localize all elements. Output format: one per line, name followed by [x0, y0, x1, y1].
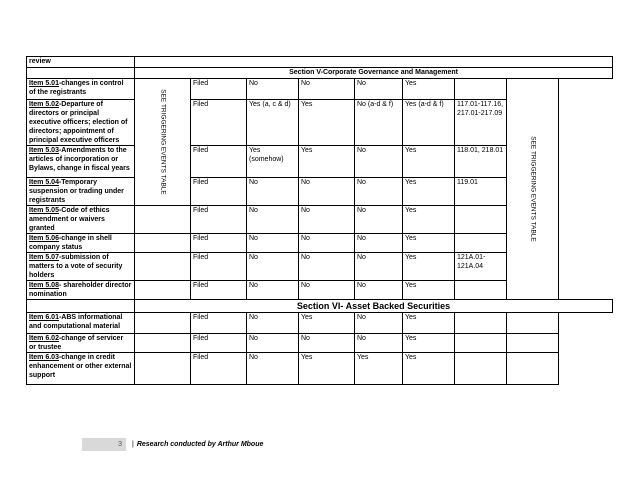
item-description: -submission of matters to a vote of security holders [29, 254, 123, 279]
blank-cell [27, 300, 135, 313]
table-cell: No (a-d & f) [355, 100, 403, 146]
item-cell [27, 206, 135, 234]
table-cell: Yes [403, 234, 455, 253]
table-cell [455, 353, 507, 385]
item-cell [27, 281, 135, 300]
item-cell [27, 313, 135, 334]
table-cell: Filed [191, 253, 247, 281]
table-cell: Yes (a, c & d) [247, 100, 299, 146]
item-cell [27, 334, 135, 353]
blank-cell [507, 313, 559, 334]
table-cell: No [299, 234, 355, 253]
table-cell: No [247, 313, 299, 334]
table-cell: 118.01, 218.01 [455, 146, 507, 178]
item-number: Item 6.03 [29, 354, 59, 361]
item-description: - shareholder director nomination [29, 282, 132, 298]
table-cell: Filed [191, 206, 247, 234]
item-number: Item 5.08 [29, 282, 59, 289]
table-cell: Yes [299, 100, 355, 146]
events-table [26, 56, 613, 385]
blank-cell [507, 353, 559, 385]
table-cell: Yes [299, 146, 355, 178]
table-cell: Yes [403, 253, 455, 281]
table-cell: Yes [403, 353, 455, 385]
table-cell: No [355, 313, 403, 334]
table-cell: Filed [191, 146, 247, 178]
blank-cell [135, 313, 191, 334]
item-description: -changes in control of the registrants [29, 80, 124, 96]
table-cell: No [247, 281, 299, 300]
table-cell: No [355, 79, 403, 100]
blank-cell [135, 57, 613, 68]
table-cell: No [355, 146, 403, 178]
table-cell: No [355, 253, 403, 281]
table-cell: No [247, 334, 299, 353]
table-cell: No [299, 206, 355, 234]
table-cell [455, 79, 507, 100]
table-cell: No [355, 178, 403, 206]
page-number: 3 [82, 438, 126, 451]
item-number: Item 6.02 [29, 335, 59, 342]
table-cell: No [299, 178, 355, 206]
table-cell: Yes [355, 353, 403, 385]
blank-cell [135, 281, 191, 300]
vertical-note-right [507, 79, 559, 300]
item-number: Item 5.03 [29, 147, 59, 154]
table-body [27, 57, 613, 385]
table-cell: No [247, 79, 299, 100]
table-row [27, 334, 613, 353]
table-cell: Yes (somehow) [247, 146, 299, 178]
item-number: Item 5.05 [29, 207, 59, 214]
blank-cell [27, 68, 135, 79]
item-description: -change in credit enhancement or other external support [29, 354, 132, 379]
table-cell: No [299, 334, 355, 353]
table-cell: Yes [403, 79, 455, 100]
item-cell [27, 253, 135, 281]
table-cell: Yes [403, 206, 455, 234]
item-number: Item 5.04 [29, 179, 59, 186]
item-cell [27, 234, 135, 253]
blank-cell [135, 234, 191, 253]
item-description: -change of servicer or trustee [29, 335, 124, 351]
section-v-title: Section V-Corporate Governance and Management [135, 68, 613, 79]
table-cell: Filed [191, 353, 247, 385]
table-cell [455, 281, 507, 300]
item-cell [27, 100, 135, 146]
item-cell [27, 178, 135, 206]
section-vi-title: Section VI- Asset Backed Securities [135, 300, 613, 313]
item-description: -Temporary suspension or trading under registrants [29, 179, 124, 204]
vertical-note-left [135, 79, 191, 206]
table-cell: 121A.01-121A.04 [455, 253, 507, 281]
table-cell: No [299, 79, 355, 100]
item-cell [27, 353, 135, 385]
table-cell: 117.01-117.16, 217.01-217.09 [455, 100, 507, 146]
footer-credit-text: Research conducted by Arthur Mboue [136, 441, 264, 448]
page-footer [82, 438, 602, 451]
section-header-row [27, 68, 613, 79]
footer-separator: | [132, 441, 134, 448]
table-cell: No [299, 253, 355, 281]
table-cell: Filed [191, 100, 247, 146]
table-row [27, 79, 613, 100]
table-cell: No [247, 353, 299, 385]
table-cell: No [247, 234, 299, 253]
table-row [27, 57, 613, 68]
document-page [26, 0, 612, 493]
table-cell: 119.01 [455, 178, 507, 206]
item-number: Item 5.07 [29, 254, 59, 261]
blank-cell [135, 353, 191, 385]
table-cell: Filed [191, 178, 247, 206]
item-description: -Amendments to the articles of incorporation or Bylaws, change in fiscal years [29, 147, 130, 172]
item-cell [27, 79, 135, 100]
table-row [27, 353, 613, 385]
table-cell: Yes [299, 313, 355, 334]
footer-credit [132, 438, 263, 451]
table-cell: Yes [403, 313, 455, 334]
item-description: -Departure of directors or principal executive officers; election of directors; appointment of principal executive officers [29, 101, 128, 144]
table-cell: No [355, 234, 403, 253]
table-cell [455, 334, 507, 353]
item-description: -Code of ethics amendment or waivers granted [29, 207, 110, 232]
section-header-row [27, 300, 613, 313]
table-cell: Yes [403, 178, 455, 206]
table-cell [455, 234, 507, 253]
table-cell: Filed [191, 281, 247, 300]
table-cell: Yes [299, 353, 355, 385]
blank-cell [135, 206, 191, 234]
table-cell: Filed [191, 79, 247, 100]
table-cell: Yes [403, 146, 455, 178]
item-number: Item 6.01 [29, 314, 59, 321]
table-cell: No [247, 178, 299, 206]
table-cell [455, 206, 507, 234]
item-cell [27, 146, 135, 178]
vertical-note-text: SEE TRIGGERING EVENTS TABLE [159, 89, 166, 195]
table-cell: Filed [191, 334, 247, 353]
table-cell: No [355, 281, 403, 300]
review-label: review [27, 57, 135, 68]
item-number: Item 5.02 [29, 101, 59, 108]
blank-cell [135, 253, 191, 281]
table-cell: Filed [191, 234, 247, 253]
table-cell: Yes [403, 334, 455, 353]
table-cell: No [355, 206, 403, 234]
item-description: -ABS informational and computational material [29, 314, 123, 330]
table-cell: Filed [191, 313, 247, 334]
table-cell: No [247, 206, 299, 234]
table-cell: Yes (a-d & f) [403, 100, 455, 146]
table-cell: Yes [403, 281, 455, 300]
vertical-note-text: SEE TRIGGERING EVENTS TABLE [529, 136, 536, 242]
table-cell: No [299, 281, 355, 300]
blank-cell [507, 334, 559, 353]
table-cell: No [247, 253, 299, 281]
table-cell [455, 313, 507, 334]
item-description: -change in shell company status [29, 235, 112, 251]
blank-cell [135, 334, 191, 353]
table-row [27, 313, 613, 334]
table-cell: No [355, 334, 403, 353]
item-number: Item 5.06 [29, 235, 59, 242]
item-number: Item 5.01 [29, 80, 59, 87]
